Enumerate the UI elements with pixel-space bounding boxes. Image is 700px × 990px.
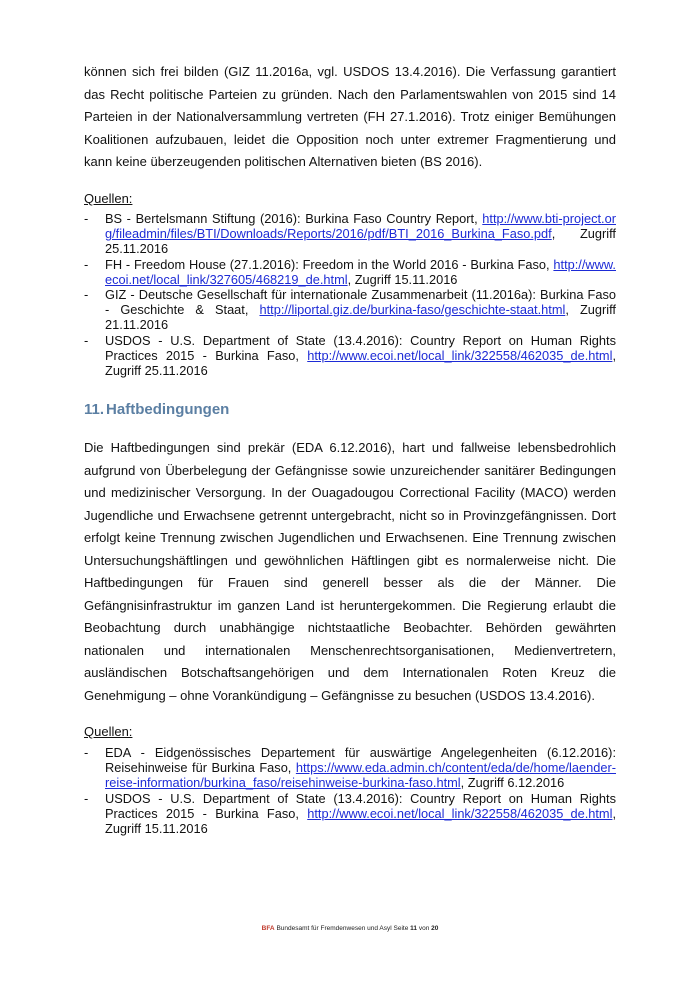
footer-page-word: Seite — [393, 925, 409, 932]
source-text: FH - Freedom House (27.1.2016): Freedom in the World 2016 - Burkina Faso, — [105, 256, 554, 272]
source-access-date: , Zugriff 15.11.2016 — [105, 805, 616, 837]
body-paragraph-detention: Die Haftbedingungen sind prekär (EDA 6.12.2016), hart und fallweise lebensbedrohlich aufgrund von Überbelegung der Gefängnisse sowie unzureichender sanitärer Bedingungen und medizinischer Versorgung. In der Ouagadougou Correctional Facility (MACO) werden Jugendliche und Erwachsene getrennt untergebracht, nicht so in Provinzgefängnissen. Dort erfolgt keine Trennung zwischen Jugendlichen und Erwachsenen. Eine Trennung zwischen Untersuchungshäftlingen und gewöhnlichen Häftlingen gibt es normalerweise nicht. Die Haftbedingungen für Frauen sind generell besser als die der Männer. Die Gefängnisinfrastruktur im ganzen Land ist heruntergekommen. Die Regierung erlaubt die Beobachtung durch unabhängige nichtstaatliche Beobachter. Behörden gewährten nationalen und internationalen Menschenrechtsorganisationen, Medienvertretern, ausländischen Botschaftsangehörigen und dem Internationalen Roten Kreuz die Genehmigung – ohne Vorankündigung – Gefängnisse zu besuchen (USDOS 13.4.2016). — [84, 440, 616, 703]
source-access-date: , Zugriff 15.11.2016 — [347, 271, 458, 287]
list-dash: - — [84, 211, 89, 226]
page-footer — [0, 925, 700, 932]
source-link[interactable]: http://www.ecoi.net/local_link/322558/462035_de.html — [307, 805, 613, 821]
source-access-date: , Zugriff 25.11.2016 — [105, 347, 616, 379]
sources-label: Quellen: — [84, 724, 133, 739]
source-link[interactable]: http://liportal.giz.de/burkina-faso/geschichte-staat.html — [259, 302, 566, 318]
source-link[interactable]: https://www.eda.admin.ch/content/eda/de/home/laender-reise-information/burkina_faso/reisehinweise-burkina-faso.html — [105, 760, 616, 791]
section-number: 11. — [84, 401, 105, 418]
section-title: Haftbedingungen — [106, 401, 230, 418]
source-item — [84, 257, 616, 287]
source-item — [84, 791, 616, 837]
sources-list — [84, 745, 616, 836]
footer-page-current: 11 — [410, 925, 418, 932]
footer-org: Bundesamt für Fremdenwesen und Asyl — [276, 925, 392, 932]
sources-label: Quellen: — [84, 191, 133, 206]
source-item — [84, 211, 616, 257]
section-heading — [84, 401, 229, 418]
source-text: USDOS - U.S. Department of State (13.4.2016): Country Report on Human Rights Practices 2015 - Burkina Faso, — [105, 790, 616, 821]
list-dash: - — [84, 745, 89, 760]
source-link[interactable]: http://www.bti-project.org/fileadmin/files/BTI/Downloads/Reports/2016/pdf/BTI_2016_Burkina_Faso.pdf — [105, 211, 616, 242]
source-access-date: , Zugriff 21.11.2016 — [105, 302, 616, 333]
list-dash: - — [84, 256, 89, 272]
source-item — [84, 333, 616, 379]
list-dash: - — [84, 287, 89, 303]
list-dash: - — [84, 790, 89, 806]
footer-page-of: von — [418, 925, 430, 932]
bfa-logo: BFA — [261, 925, 275, 932]
source-access-date: , Zugriff 25.11.2016 — [105, 226, 616, 257]
source-text: USDOS - U.S. Department of State (13.4.2016): Country Report on Human Rights Practices 2015 - Burkina Faso, — [105, 332, 616, 363]
source-item — [84, 745, 616, 791]
source-text: BS - Bertelsmann Stiftung (2016): Burkina Faso Country Report, — [105, 211, 483, 226]
source-item — [84, 287, 616, 333]
source-access-date: , Zugriff 6.12.2016 — [460, 775, 565, 791]
sources-list — [84, 211, 616, 378]
list-dash: - — [84, 332, 89, 348]
footer-page-total: 20 — [431, 925, 439, 932]
source-text: EDA - Eidgenössisches Departement für auswärtige Angelegenheiten (6.12.2016): Reisehinweise für Burkina Faso, — [105, 745, 616, 776]
source-link[interactable]: http://www.ecoi.net/local_link/322558/462035_de.html — [307, 347, 613, 363]
source-link[interactable]: http://www.ecoi.net/local_link/327605/468219_de.html — [105, 256, 616, 287]
source-text: GIZ - Deutsche Gesellschaft für internationale Zusammenarbeit (11.2016a): Burkina Faso - Geschichte & Staat, — [105, 287, 616, 318]
body-paragraph-parties: können sich frei bilden (GIZ 11.2016a, vgl. USDOS 13.4.2016). Die Verfassung garantiert das Recht politische Parteien zu gründen. Nach den Parlamentswahlen von 2015 sind 14 Parteien in der Nationalversammlung vertreten (FH 27.1.2016). Trotz einiger Bemühungen Koalitionen aufzubauen, leidet die Opposition noch unter extremer Fragmentierung und kann keine überzeugenden politischen Alternativen bieten (BS 2016). — [84, 64, 616, 169]
